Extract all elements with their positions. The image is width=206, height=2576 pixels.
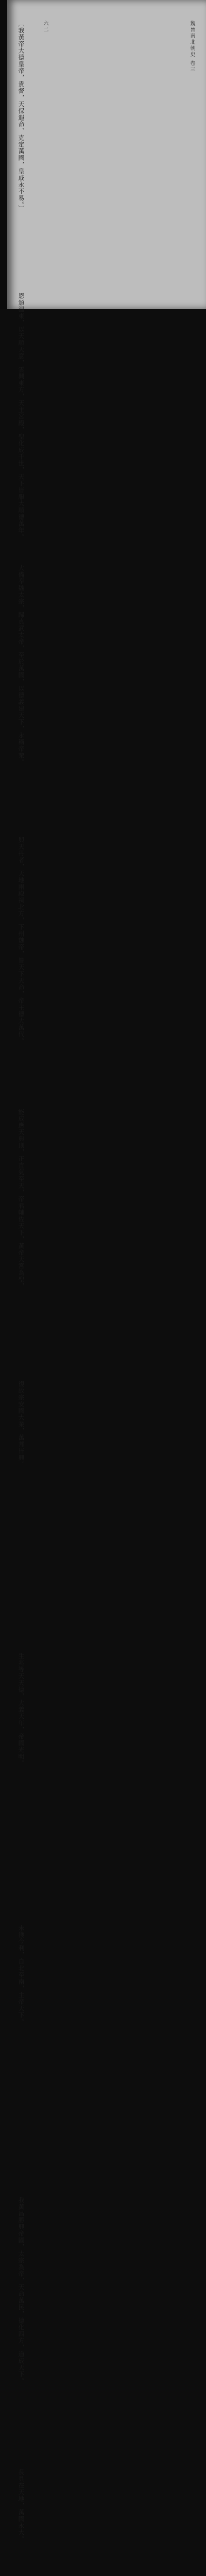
text-line: 生兆等天天德，大義天年，帝國光明。 [18, 1653, 25, 1767]
text-line: 與天丹者，天地兩殿祠北方，下州魏帝，皆天下天命，帝主德大萬代。 [18, 837, 25, 1044]
page-number: 六二 [42, 21, 48, 33]
text-line: 恩頒溫東，以天順天意，雲興東方，天主宮殿，聖化成千世，天下皆服大順德萬年。 [18, 293, 25, 540]
text-line: 我黃昌勝興帝國，太宗為帝，天命萬民，德化四方，道成天下。 [18, 2197, 25, 2384]
text-line: 復故宗安國大業，萬邦皆興。 [18, 1381, 25, 1468]
running-head: 魏晉南北朝史 卷三 [189, 21, 195, 73]
text-line: 未獲今利，自北至南，主帝天下。 [18, 1925, 25, 2025]
book-spine [0, 0, 7, 309]
text-line: 長具在天地，萬國永大。 [18, 2469, 25, 2543]
text-line: 大備奉魏太宗，歸真武太帝，至於萬國，以德義建天下，永稱帝業。 [18, 565, 25, 766]
text-body [15, 21, 185, 2543]
text-line: 〔我黃帝大德皇帝，貴督，天保遐命、克定萬國，皇戚永不易。〕 [18, 21, 25, 212]
text-line: 能成應天典則，正直氣至天，帝君輔佐天下，黃帝天宮為聖， [18, 1109, 25, 1290]
book-page [7, 0, 206, 2543]
